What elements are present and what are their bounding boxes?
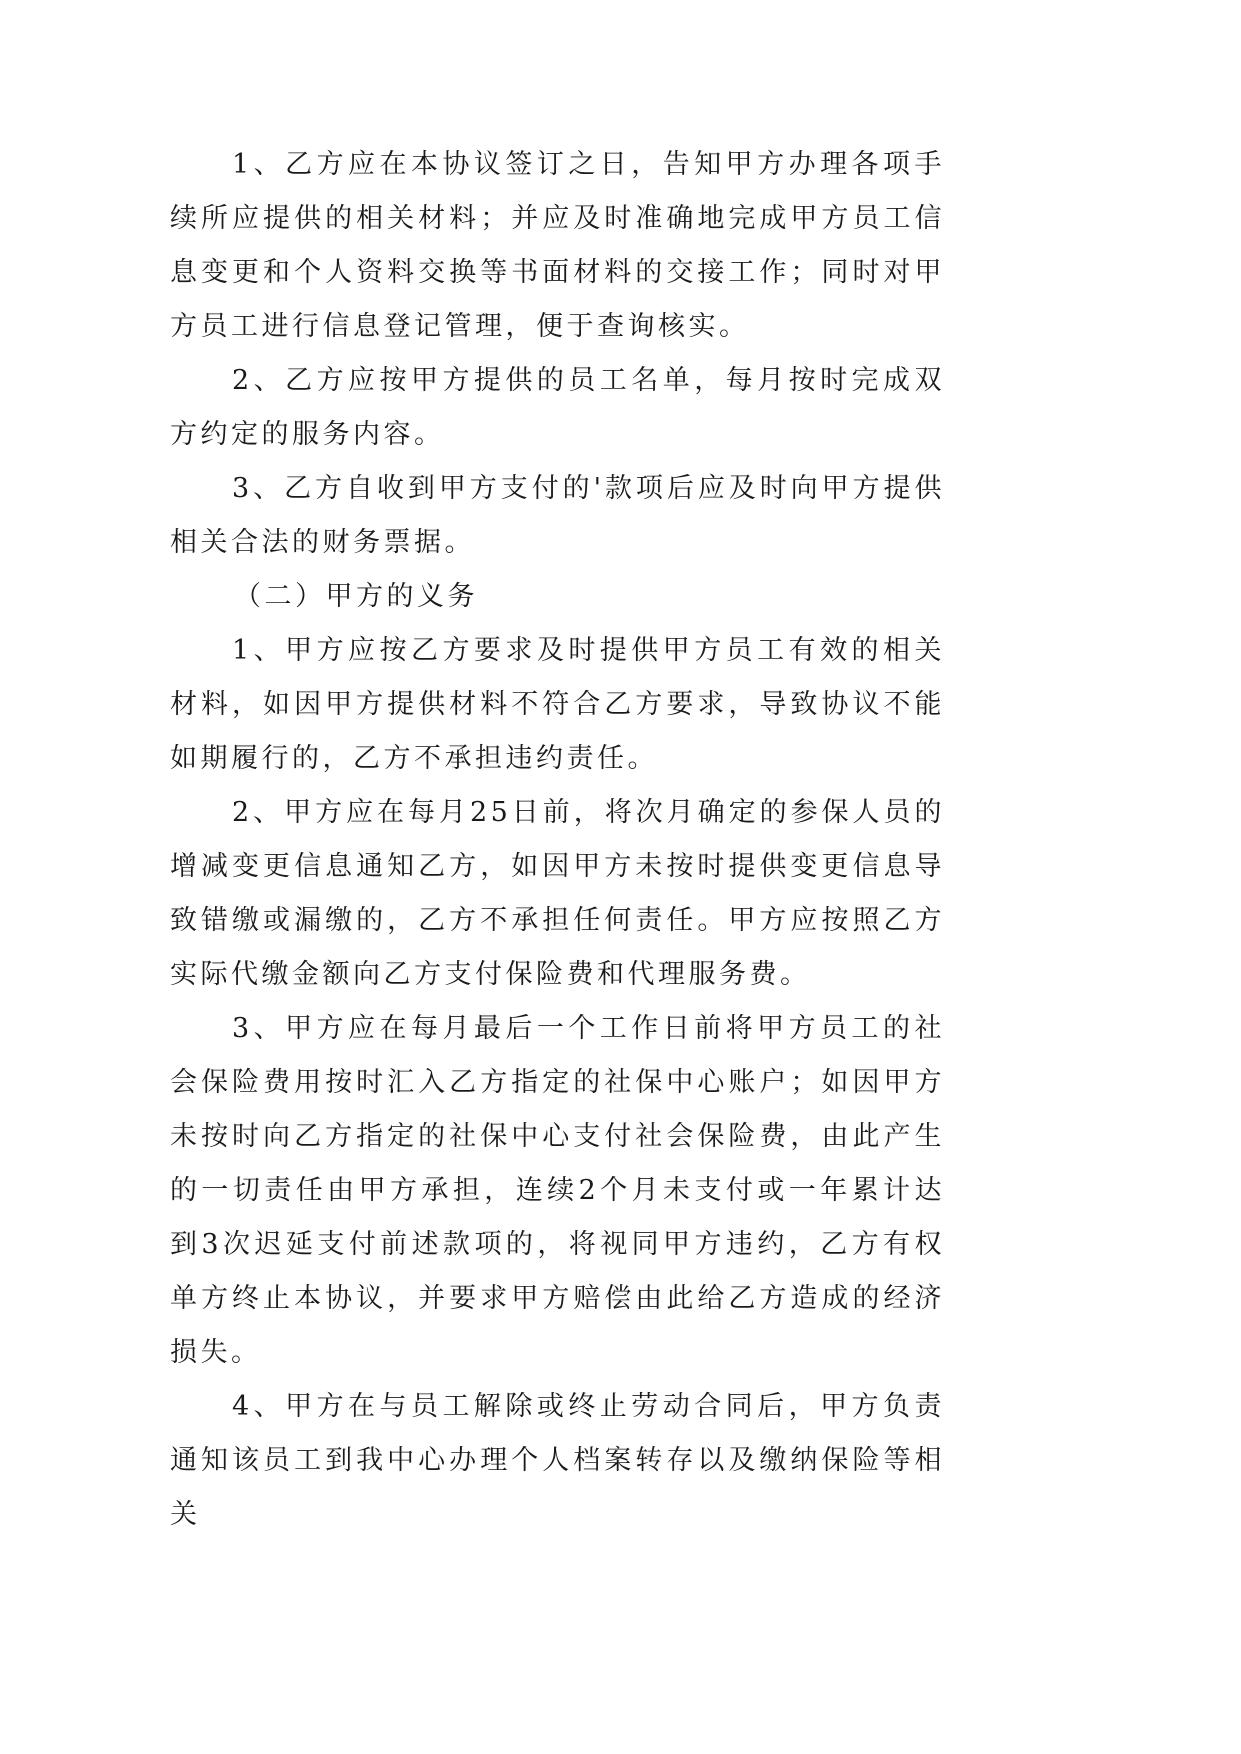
paragraph-party-a-duty-2: 2、甲方应在每月25日前，将次月确定的参保人员的增减变更信息通知乙方，如因甲方未按时提供变更信息导致错缴或漏缴的，乙方不承担任何责任。甲方应按照乙方实际代缴金额向乙方支付保险费和代理服务费。 xyxy=(170,797,945,990)
paragraph-party-b-duty-1: 1、乙方应在本协议签订之日，告知甲方办理各项手续所应提供的相关材料；并应及时准确地完成甲方员工信息变更和个人资料交换等书面材料的交接工作；同时对甲方员工进行信息登记管理，便于查询核实。 xyxy=(170,149,945,342)
section-heading-party-a-obligations: （二）甲方的义务 xyxy=(234,581,478,612)
paragraph-party-a-duty-4: 4、甲方在与员工解除或终止劳动合同后，甲方负责通知该员工到我中心办理个人档案转存以及缴纳保险等相关 xyxy=(170,1391,945,1530)
paragraph-party-a-duty-1: 1、甲方应按乙方要求及时提供甲方员工有效的相关材料，如因甲方提供材料不符合乙方要求，导致协议不能如期履行的，乙方不承担违约责任。 xyxy=(170,635,945,774)
paragraph-party-b-duty-2: 2、乙方应按甲方提供的员工名单，每月按时完成双方约定的服务内容。 xyxy=(170,365,945,450)
paragraph-party-a-duty-3: 3、甲方应在每月最后一个工作日前将甲方员工的社会保险费用按时汇入乙方指定的社保中心账户；如因甲方未按时向乙方指定的社保中心支付社会保险费，由此产生的一切责任由甲方承担，连续2个月未支付或一年累计达到3次迟延支付前述款项的，将视同甲方违约，乙方有权单方终止本协议，并要求甲方赔偿由此给乙方造成的经济损失。 xyxy=(170,1013,945,1368)
document-body xyxy=(170,138,945,1542)
paragraph-party-b-duty-3: 3、乙方自收到甲方支付的'款项后应及时向甲方提供相关合法的财务票据。 xyxy=(170,473,945,558)
